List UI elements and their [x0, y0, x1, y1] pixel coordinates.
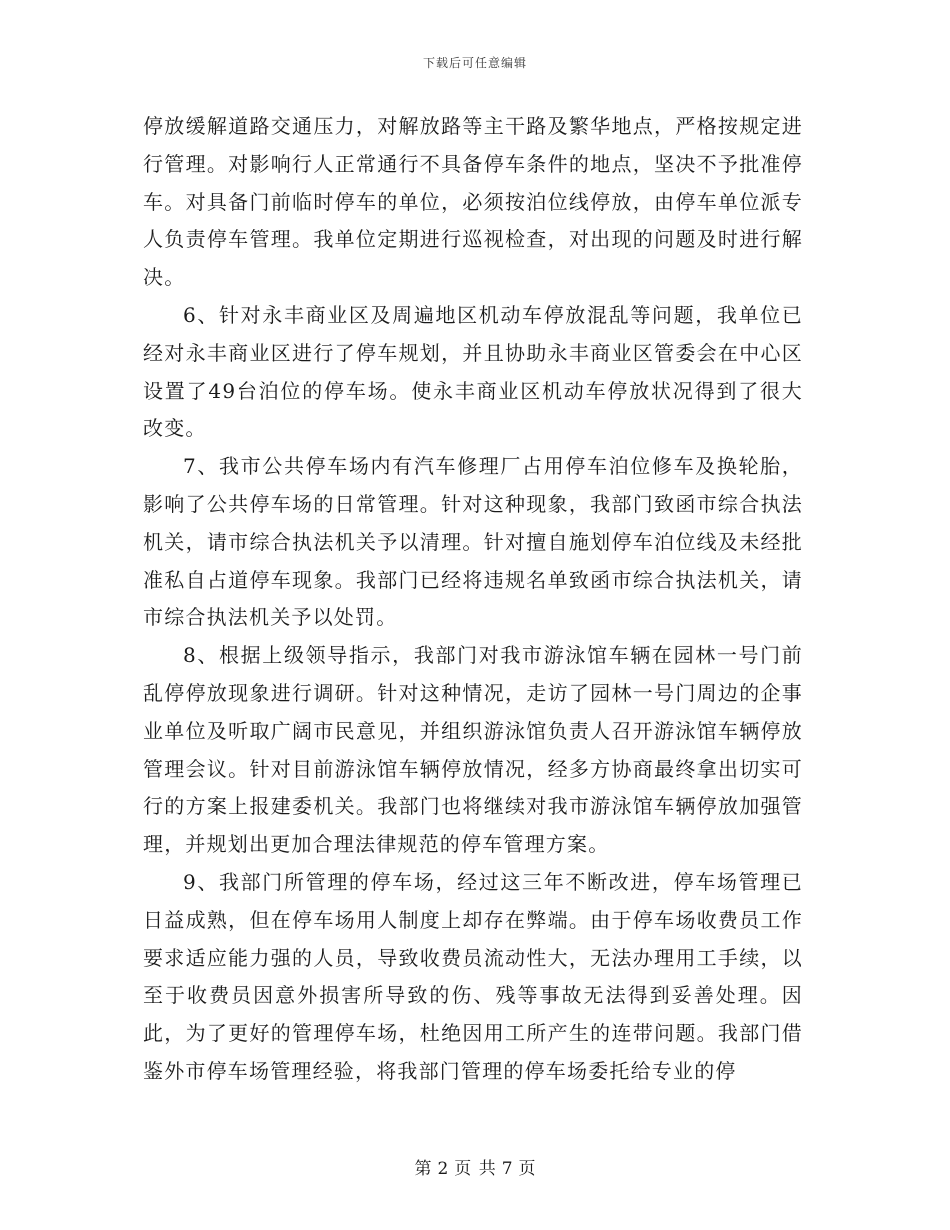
footer-middle: 页 共	[454, 1159, 496, 1179]
paragraph-item-8: 8、根据上级领导指示，我部门对我市游泳馆车辆在园林一号门前乱停停放现象进行调研。针对这种情况，走访了园林一号门周边的企事业单位及听取广阔市民意见，并组织游泳馆负责人召开游泳馆车辆停放管理会议。针对目前游泳馆车辆停放情况，经多方协商最终拿出切实可行的方案上报建委机关。我部门也将继续对我市游泳馆车辆停放加强管理，并规划出更加合理法律规范的停车管理方案。	[143, 643, 803, 857]
footer-suffix: 页	[518, 1159, 536, 1179]
page-footer	[0, 1154, 950, 1179]
paragraph-item-9: 9、我部门所管理的停车场，经过这三年不断改进，停车场管理已日益成熟，但在停车场用人制度上却存在弊端。由于停车场收费员工作要求适应能力强的人员，导致收费员流动性大，无法办理用工手续，以至于收费员因意外损害所导致的伤、残等事故无法得到妥善处理。因此，为了更好的管理停车场，杜绝因用工所产生的连带问题。我部门借鉴外市停车场管理经验，将我部门管理的停车场委托给专业的停	[143, 869, 803, 1083]
total-pages-number: 7	[501, 1159, 513, 1179]
current-page-number: 2	[437, 1159, 449, 1179]
footer-prefix: 第	[414, 1159, 432, 1179]
paragraph-item-6: 6、针对永丰商业区及周遍地区机动车停放混乱等问题，我单位已经对永丰商业区进行了停车规划，并且协助永丰商业区管委会在中心区设置了49台泊位的停车场。使永丰商业区机动车停放状况得到了很大改变。	[143, 302, 803, 441]
paragraph-item-7: 7、我市公共停车场内有汽车修理厂占用停车泊位修车及换轮胎，影响了公共停车场的日常管理。针对这种现象，我部门致函市综合执法机关，请市综合执法机关予以清理。针对擅自施划停车泊位线及未经批准私自占道停车现象。我部门已经将违规名单致函市综合执法机关，请市综合执法机关予以处罚。	[143, 454, 803, 630]
page-header: 下载后可任意编辑	[422, 56, 527, 70]
document-body	[143, 108, 803, 1091]
paragraph-continued: 停放缓解道路交通压力，对解放路等主干路及繁华地点，严格按规定进行管理。对影响行人正常通行不具备停车条件的地点，坚决不予批准停车。对具备门前临时停车的单位，必须按泊位线停放，由停车单位派专人负责停车管理。我单位定期进行巡视检查，对出现的问题及时进行解决。	[143, 114, 803, 290]
